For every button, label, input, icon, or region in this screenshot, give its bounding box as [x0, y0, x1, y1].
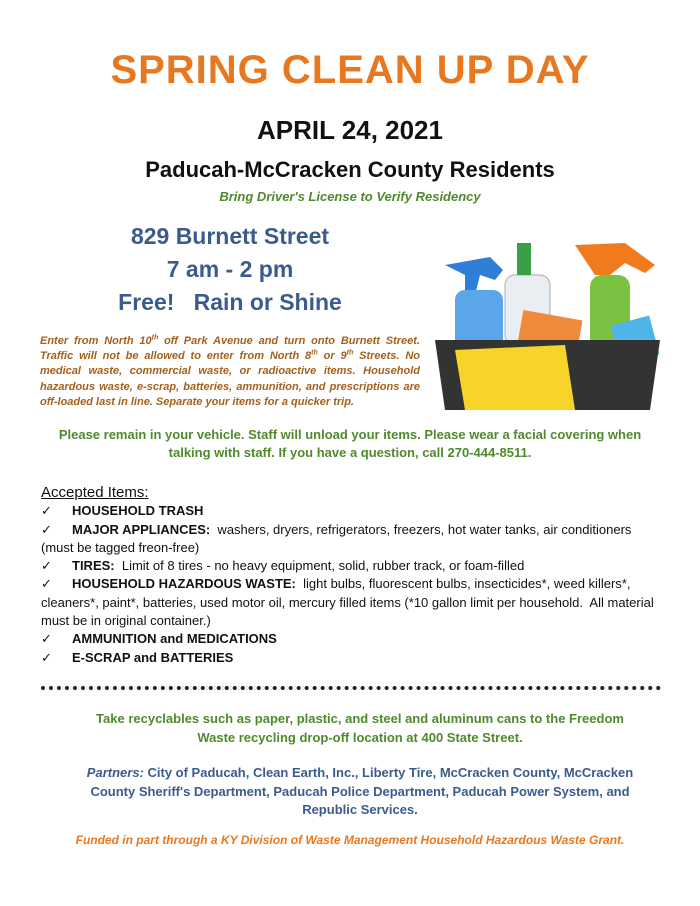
checkmark-icon: ✓: [41, 576, 52, 592]
audience-heading: Paducah-McCracken County Residents: [145, 157, 555, 182]
recycling-notice: Take recyclables such as paper, plastic, and steel and aluminum cans to the Freedom Waste recycling drop-off location at 400 State Street.: [96, 711, 624, 745]
list-item: ✓ HOUSEHOLD HAZARDOUS WASTE: light bulbs, fluorescent bulbs, insecticides*, weed killers*, cleaners*, paint*, batteries, used motor oil, mercury filled items (*10 gallon limit per household. All material must be in original container.): [41, 576, 658, 629]
list-item: ✓ E-SCRAP and BATTERIES: [41, 649, 661, 667]
event-address: 829 Burnett Street: [130, 223, 330, 249]
event-cost: Free! Rain or Shine: [118, 289, 342, 315]
flyer-title: SPRING CLEAN UP DAY: [110, 48, 590, 92]
checkmark-icon: ✓: [41, 521, 52, 537]
list-item: ✓ TIRES: Limit of 8 tires - no heavy equipment, solid, rubber track, or foam-filled: [41, 557, 661, 575]
event-hours: 7 am - 2 pm: [166, 256, 294, 282]
checkmark-icon: ✓: [41, 631, 52, 647]
green-cap: [517, 243, 531, 275]
accepted-items-list: [41, 484, 661, 667]
list-item: ✓ HOUSEHOLD TRASH: [41, 502, 661, 520]
list-item: ✓ MAJOR APPLIANCES: washers, dryers, refrigerators, freezers, hot water tanks, air conditioners (must be tagged freon-free): [41, 521, 636, 555]
funding-note: Funded in part through a KY Division of Waste Management Household Hazardous Waste Grant.: [75, 833, 625, 847]
blue-sprayer-trigger: [445, 257, 503, 295]
license-note: Bring Driver's License to Verify Residency: [219, 189, 481, 204]
checkmark-icon: ✓: [41, 649, 52, 665]
yellow-cloth: [455, 345, 575, 410]
event-date: APRIL 24, 2021: [257, 115, 443, 145]
list-item: ✓ AMMUNITION and MEDICATIONS: [41, 630, 661, 648]
partners-list: Partners: City of Paducah, Clean Earth, Inc., Liberty Tire, McCracken County, McCracken County Sheriff's Department, Paducah Police Department, Paducah Power System, and Republic Services.: [86, 765, 634, 817]
dotted-divider: [41, 686, 661, 690]
remain-in-vehicle-notice: Please remain in your vehicle. Staff will unload your items. Please wear a facial covering when talking with staff. If you have a question, call 270-444-8511.: [58, 427, 642, 460]
cleaning-supplies-image: [425, 235, 675, 415]
checkmark-icon: ✓: [41, 558, 52, 574]
orange-sprayer-trigger: [575, 243, 655, 275]
entry-instructions: Enter from North 10th off Park Avenue and turn onto Burnett Street. Traffic will not be allowed to enter from North 8th or 9th Streets. No medical waste, commercial waste, or radioactive items. Household hazardous waste, e-scrap, batteries, ammunition, and prescriptions are off-loaded last in line. Separate your items for a quicker trip.: [40, 334, 421, 408]
checkmark-icon: ✓: [41, 503, 52, 519]
accepted-items-heading: Accepted Items:: [41, 484, 149, 501]
